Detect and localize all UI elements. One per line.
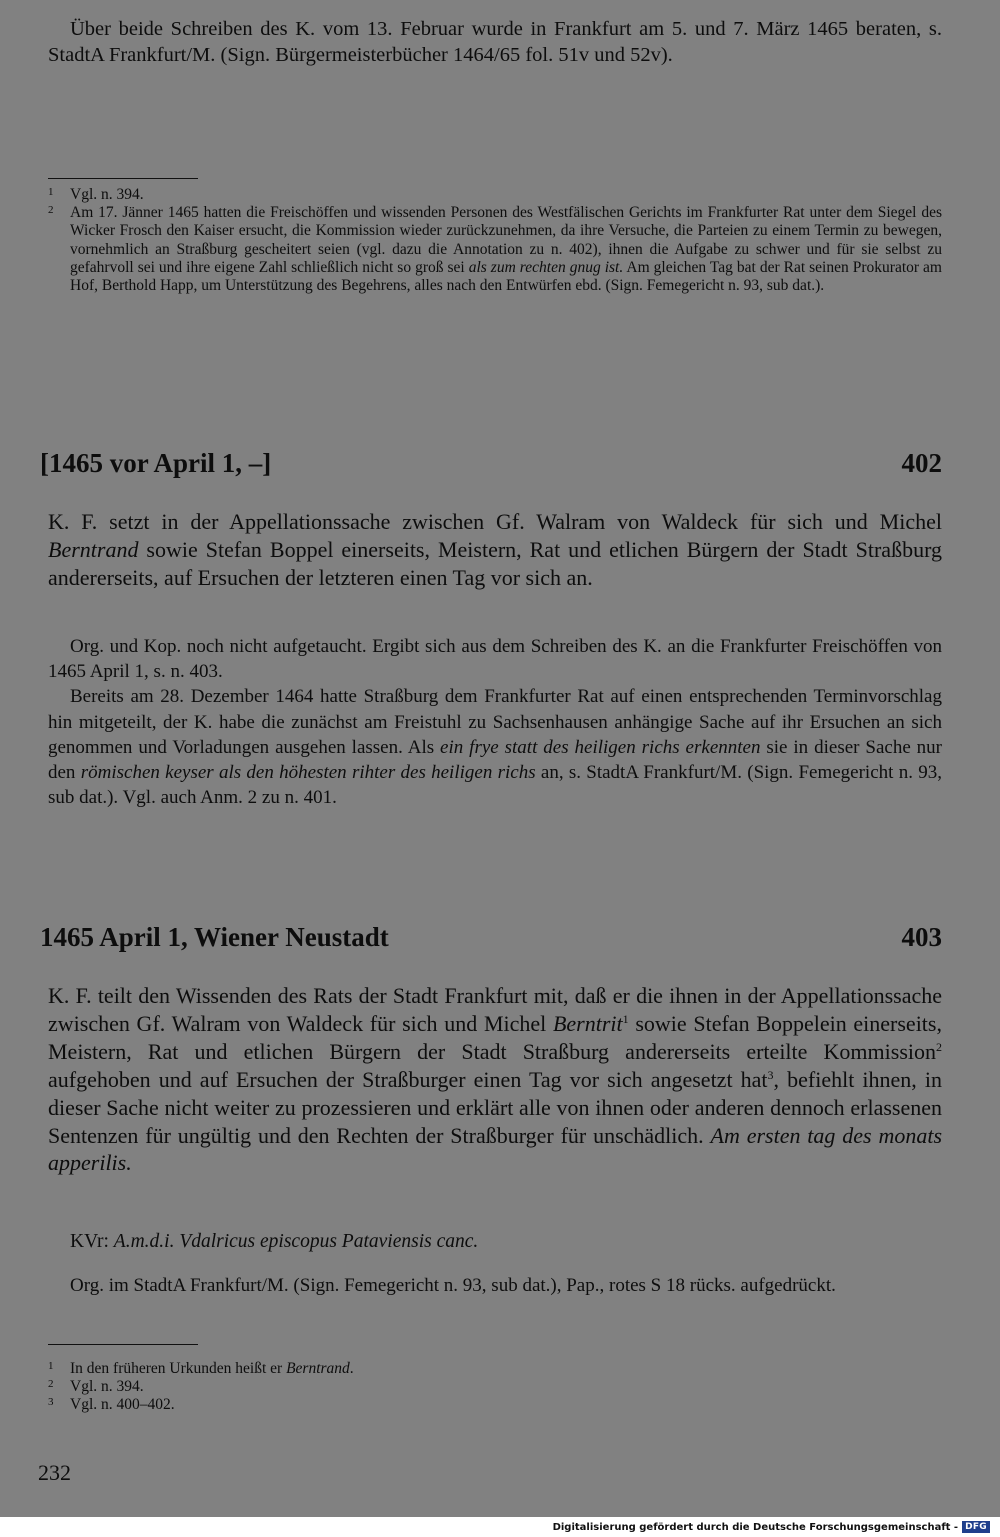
footnote-text (70, 204, 942, 295)
entry-date: [1465 vor April 1, –] (40, 448, 272, 478)
kanzlei-label: KVr: (70, 1231, 114, 1252)
footnote-text: Vgl. n. 394. (70, 186, 144, 203)
footnote-number: 3 (48, 1396, 54, 1408)
text-run: Org. und Kop. noch nicht aufgetaucht. Ergibt sich aus dem Schreiben des K. an die Frankfurter Freischöffen von 1465 April 1, s. n. 403. (48, 636, 942, 683)
entry-note (48, 1273, 942, 1298)
entry-number: 403 (901, 922, 942, 952)
footnote-text (70, 1360, 942, 1378)
digitization-credit (553, 1521, 990, 1533)
footnote (48, 204, 942, 295)
entry-heading-403 (40, 921, 942, 953)
footnote (48, 1360, 942, 1378)
footnote-ref: 1 (622, 1011, 629, 1026)
text-run: aufgehoben und auf Ersuchen der Straßburger einen Tag vor sich angesetzt hat (48, 1066, 768, 1092)
footnote-rule (48, 1344, 198, 1345)
entry-heading-402 (40, 447, 942, 479)
footnote (48, 1378, 942, 1396)
italic-run: Am ersten tag des monats apperilis. (48, 1122, 942, 1176)
text-run: , befiehlt ihnen, in dieser Sache nicht weiter zu prozessieren und erklärt alle von ihnen oder anderen dennoch erlassenen Sentenzen für ungültig und den Rechten der Straßburger für unschädlich. (48, 1066, 943, 1148)
text-run: Org. im StadtA Frankfurt/M. (Sign. Femegericht n. 93, sub dat.), Pap., rotes S 18 rücks. aufgedrückt. (70, 1275, 836, 1296)
carryover-footnotes (48, 186, 942, 295)
text-run: Bereits am 28. Dezember 1464 hatte Straßburg dem Frankfurter Rat auf einen entsprechenden Terminvorschlag hin mitgeteilt, der K. habe die zunächst am Freistuhl zu Sachsenhausen anhängige Sache auf ihr Ersuchen an sich genommen und Vorladungen ausgehen lassen. Als (48, 686, 942, 758)
text-run: . (349, 1360, 354, 1377)
entry-regest (48, 982, 942, 1177)
italic-run: römischen keyser als den höhesten rihter des heiligen richs (80, 762, 536, 784)
italic-run: als zum rechten gnug ist. (468, 258, 624, 276)
footnote (48, 186, 942, 204)
text-run: K. F. setzt in der Appellationssache zwischen Gf. Walram von Waldeck für sich und Michel (48, 509, 942, 534)
entry-note (48, 634, 942, 684)
dfg-logo-icon: DFG (962, 1521, 990, 1533)
text-run: sie in dieser Sache nur den (48, 736, 942, 784)
entry-regest (48, 508, 942, 591)
text-run: K. F. teilt den Wissenden des Rats der Stadt Frankfurt mit, daß er die ihnen in der Appellationssache zwischen Gf. Walram von Waldeck für sich und Michel (48, 983, 942, 1036)
italic-run: Berntrand (48, 536, 139, 562)
footnote (48, 1396, 942, 1414)
entry-notes (48, 634, 942, 810)
credit-text: Digitalisierung gefördert durch die Deutsche Forschungsgemeinschaft - (552, 1521, 959, 1533)
page-number: 232 (38, 1460, 71, 1485)
text-run: Vgl. n. 400–402. (70, 1396, 175, 1413)
text-run: In den früheren Urkunden heißt er (70, 1360, 287, 1377)
footnote-number: 2 (48, 204, 54, 217)
entry-date: 1465 April 1, Wiener Neustadt (40, 922, 389, 952)
italic-run: ein frye statt des heiligen richs erkennten (440, 736, 761, 758)
footnote-ref: 2 (936, 1039, 942, 1054)
text-run: sowie Stefan Boppelein einerseits, Meistern, Rat und etlichen Bürgern der Stadt Straßburg andererseits erteilte Kommission (48, 1010, 942, 1064)
text-run: an, s. StadtA Frankfurt/M. (Sign. Femegericht n. 93, sub dat.). Vgl. auch Anm. 2 zu n. 401. (48, 762, 942, 809)
entry-footnotes (48, 1360, 942, 1414)
footnote-number: 2 (48, 1378, 54, 1390)
kanzlei-text: A.m.d.i. Vdalricus episcopus Pataviensis canc. (113, 1231, 479, 1252)
footnote-number: 1 (48, 186, 54, 198)
entry-number: 402 (901, 448, 942, 478)
italic-run: Berntrit (552, 1010, 623, 1036)
text-run: Am gleichen Tag bat der Rat seinen Prokurator am Hof, Berthold Happ, um Unterstützung des Begehrens, alles nach den Entwürfen ebd. (Sign. Femegericht n. 93, sub dat.). (70, 258, 942, 295)
entry-note (48, 684, 942, 810)
footnote-rule (48, 178, 198, 179)
italic-run: Berntrand (286, 1360, 350, 1377)
footnote-ref: 3 (767, 1067, 774, 1082)
text-run: Am 17. Jänner 1465 hatten die Freischöffen und wissenden Personen des Westfälischen Gerichts im Frankfurter Rat unter dem Siegel des Wicker Frosch den Kaiser ersucht, die Kommission wieder zurückzunehmen, da ihre Versuche, die Parteien zu einem Termin zu bewegen, vornehmlich an Straßburg gescheitert seien (vgl. dazu die Annotation zu n. 402), ihnen die Aufgabe zu schwer und für sie selbst zu gefahrvoll sei und ihre eigene Zahl schließlich nicht so groß sei (70, 204, 942, 276)
carryover-paragraph: Über beide Schreiben des K. vom 13. Februar wurde in Frankfurt am 5. und 7. März 1465 beraten, s. StadtA Frankfurt/M. (Sign. Bürgermeisterbücher 1464/65 fol. 51v und 52v). (48, 18, 942, 66)
text-run: Vgl. n. 394. (70, 1378, 144, 1395)
kanzlei-vermerk (48, 1230, 942, 1254)
footnote-number: 1 (48, 1360, 54, 1372)
footnote-text (70, 1396, 942, 1414)
entry-notes (48, 1273, 942, 1298)
footnote-text (70, 1378, 942, 1396)
text-run: sowie Stefan Boppel einerseits, Meistern, Rat und etlichen Bürgern der Stadt Straßburg andererseits, auf Ersuchen der letzteren einen Tag vor sich an. (48, 536, 942, 590)
